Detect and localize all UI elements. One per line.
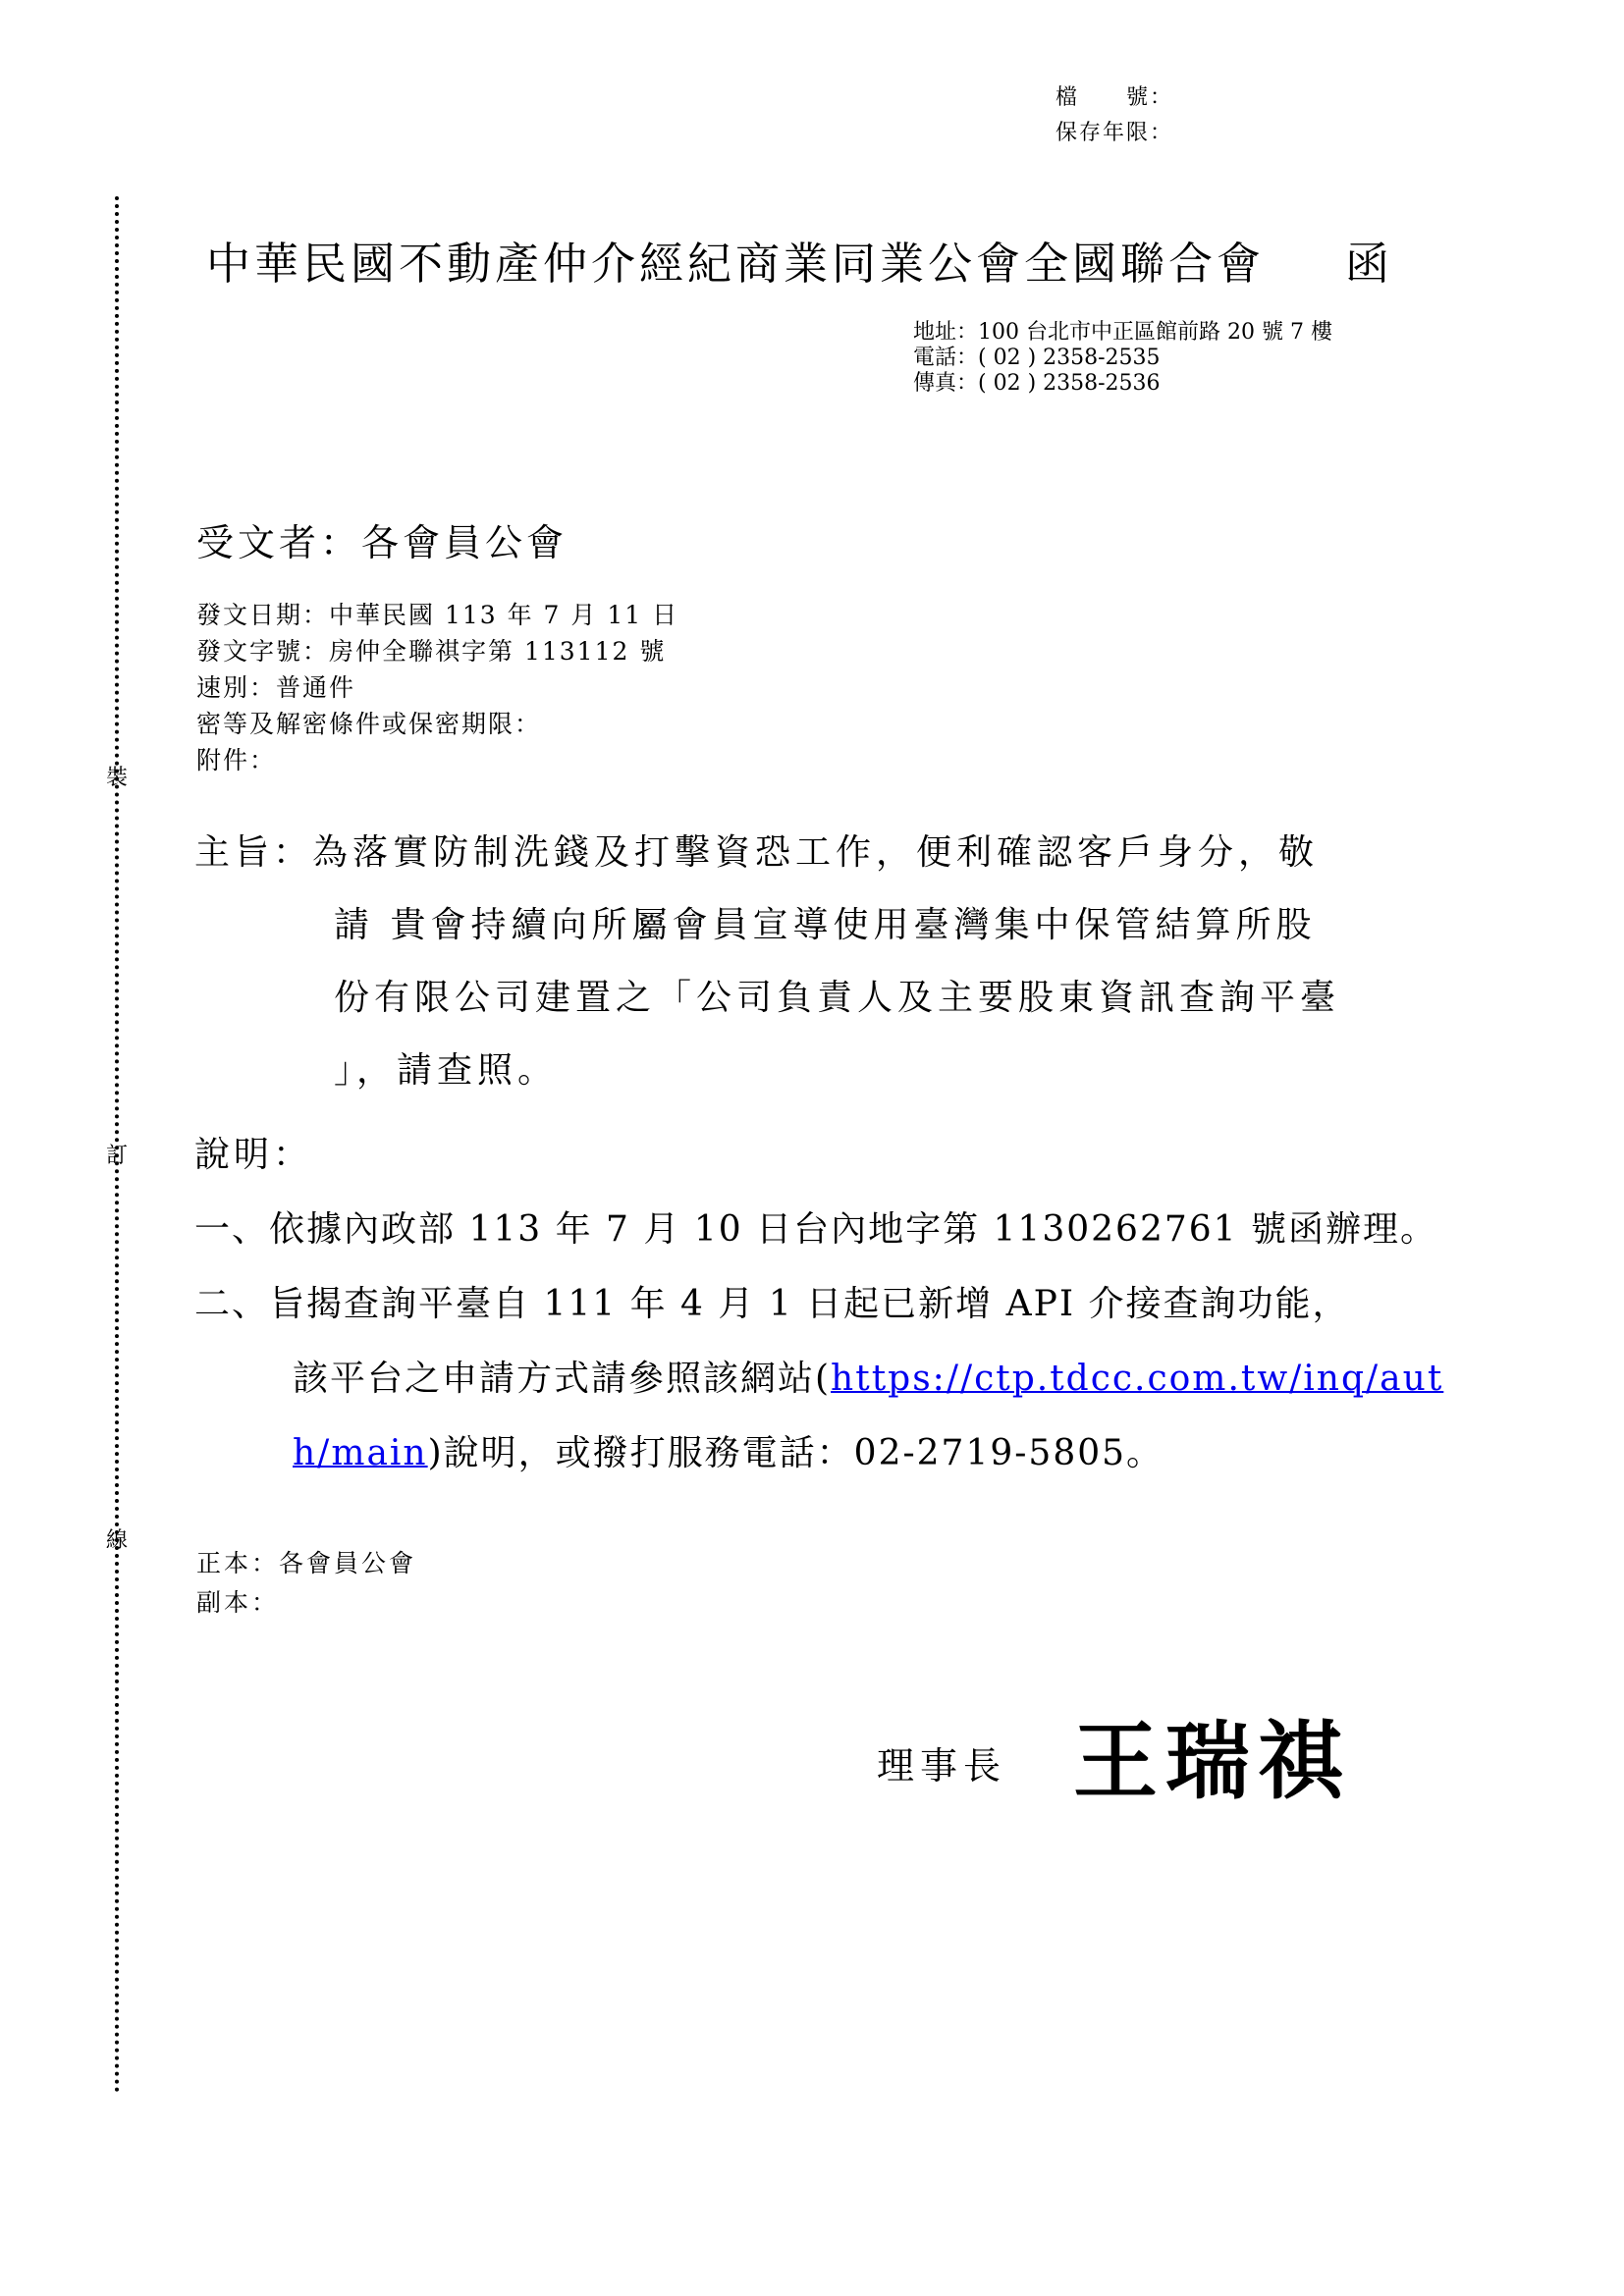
item-2-suffix: )說明，或撥打服務電話：02-2719-5805。: [427, 1433, 1164, 1473]
recipient: 受文者：各會員公會: [196, 521, 568, 564]
fax: 傳真：( 02 ) 2358-2536: [913, 371, 1161, 396]
issue-number: 發文字號：房仲全聯祺字第 113112 號: [196, 637, 667, 666]
signature-title: 理事長: [877, 1744, 1007, 1788]
issue-date: 發文日期：中華民國 113 年 7 月 11 日: [196, 601, 679, 629]
tdcc-website-link-part-1[interactable]: https://ctp.tdcc.com.tw/inq/aut: [831, 1359, 1444, 1399]
explanation-item-2-line-1: 二、旨揭查詢平臺自 111 年 4 月 1 日起已新增 API 介接查詢功能，: [194, 1284, 1350, 1324]
copy-recipients: 副本：: [196, 1588, 280, 1617]
address: 地址：100 台北市中正區館前路 20 號 7 樓: [913, 320, 1332, 345]
subject-line-2: 請 貴會持續向所屬會員宣導使用臺灣集中保管結算所股: [334, 905, 1317, 945]
explanation-item-1: 一、依據內政部 113 年 7 月 10 日台內地字第 1130262761 號函辦理。: [194, 1209, 1438, 1250]
document-type: 函: [1345, 238, 1390, 290]
binding-mark-ding: 訂: [105, 1144, 128, 1168]
subject-line-3: 份有限公司建置之「公司負責人及主要股東資訊查詢平臺: [334, 978, 1341, 1018]
signature-name: 王瑞祺: [1073, 1713, 1350, 1811]
organization-title: 中華民國不動產仲介經紀商業同業公會全國聯合會: [206, 238, 1266, 290]
item-2-prefix: 該平台之申請方式請參照該網站(: [293, 1359, 832, 1399]
subject-line-1: 為落實防制洗錢及打擊資恐工作，便利確認客戶身分，敬: [312, 832, 1320, 873]
file-number-label: 檔 號：: [1056, 85, 1174, 110]
subject-label: 主旨：: [194, 832, 313, 873]
tdcc-website-link-part-2[interactable]: h/main: [293, 1433, 428, 1473]
classification: 密等及解密條件或保密期限：: [196, 710, 542, 738]
attachments: 附件：: [196, 746, 277, 774]
original-recipients: 正本：各會員公會: [196, 1549, 417, 1577]
phone: 電話：( 02 ) 2358-2535: [913, 346, 1161, 370]
priority: 速別：普通件: [196, 673, 356, 702]
explanation-item-2-line-2: [293, 1351, 1443, 1401]
explanation-item-2-line-3: [293, 1425, 1164, 1475]
subject-line-4: 」，請查照。: [334, 1050, 559, 1091]
binding-mark-zhuang: 裝: [105, 766, 128, 790]
binding-mark-xian: 線: [105, 1528, 128, 1553]
explanation-label: 說明：: [194, 1135, 313, 1175]
retention-period-label: 保存年限：: [1056, 121, 1174, 145]
